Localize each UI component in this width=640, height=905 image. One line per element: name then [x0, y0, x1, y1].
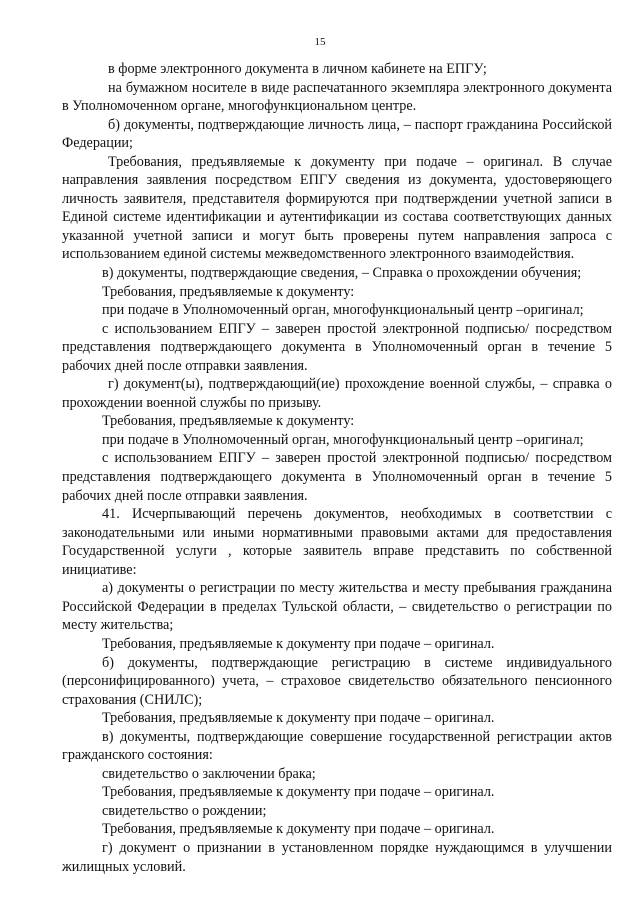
paragraph: г) документ о признании в установленном порядке нуждающимся в улучшении жилищных условий. — [62, 839, 612, 875]
paragraph: Требования, предъявляемые к документу при подаче – оригинал. — [102, 821, 495, 838]
paragraph: Требования, предъявляемые к документу при подаче – оригинал. В случае направления заявления посредством ЕПГУ сведения из документа, удостоверяющего личность заявителя, представителя формируются при подтверждении учетной записи в Единой системе идентификации и аутентификации из состава соответствующих данных указанной учетной записи и могут быть проверены путем направления запроса с использованием единой системы межведомственного электронного взаимодействия. — [62, 153, 612, 263]
paragraph: Требования, предъявляемые к документу при подаче – оригинал. — [102, 710, 495, 727]
paragraph: г) документ(ы), подтверждающий(ие) прохождение военной службы, – справка о прохождении военной службы по призыву. — [62, 376, 612, 411]
paragraph: в) документы, подтверждающие совершение государственной регистрации актов гражданского состояния: — [62, 728, 612, 764]
paragraph: на бумажном носителе в виде распечатанного экземпляра электронного документа в Уполномоченном органе, многофункциональном центре. — [62, 79, 612, 115]
paragraph: 41. Исчерпывающий перечень документов, необходимых в соответствии с законодательными или иными нормативными правовыми актами для предоставления Государственной услуги , которые заявитель вправе представить по собственной инициативе: — [62, 506, 612, 578]
paragraph: в форме электронного документа в личном кабинете на ЕПГУ; — [108, 61, 487, 77]
paragraph: с использованием ЕПГУ – заверен простой электронной подписью/ посредством представления подтверждающего документа в Уполномоченный орган в течение 5 рабочих дней после отправки заявления. — [62, 450, 612, 504]
paragraph: свидетельство о рождении; — [102, 802, 267, 819]
paragraph: с использованием ЕПГУ – заверен простой электронной подписью/ посредством представления подтверждающего документа в Уполномоченный орган в течение 5 рабочих дней после отправки заявления. — [62, 320, 612, 374]
paragraph: Требования, предъявляемые к документу: — [102, 283, 355, 300]
paragraph: при подаче в Уполномоченный орган, многофункциональный центр –оригинал; — [102, 431, 584, 448]
paragraph: при подаче в Уполномоченный орган, многофункциональный центр –оригинал; — [102, 302, 584, 319]
page-number: 15 — [314, 36, 326, 48]
document-body — [62, 60, 612, 876]
paragraph: а) документы о регистрации по месту жительства и месту пребывания гражданина Российской Федерации в пределах Тульской области, – свидетельство о регистрации по месту жительства; — [62, 580, 612, 634]
paragraph: б) документы, подтверждающие регистрацию в системе индивидуального (персонифицированного) учета, – страховое свидетельство обязательного пенсионного страхования (СНИЛС); — [62, 654, 612, 708]
paragraph: Требования, предъявляемые к документу при подаче – оригинал. — [102, 784, 495, 801]
paragraph: б) документы, подтверждающие личность лица, – паспорт гражданина Российской Федерации; — [62, 116, 612, 152]
paragraph: в) документы, подтверждающие сведения, – Справка о прохождении обучения; — [102, 265, 582, 282]
paragraph: Требования, предъявляемые к документу при подаче – оригинал. — [102, 635, 495, 652]
paragraph: свидетельство о заключении брака; — [102, 765, 316, 782]
paragraph: Требования, предъявляемые к документу: — [102, 413, 355, 430]
